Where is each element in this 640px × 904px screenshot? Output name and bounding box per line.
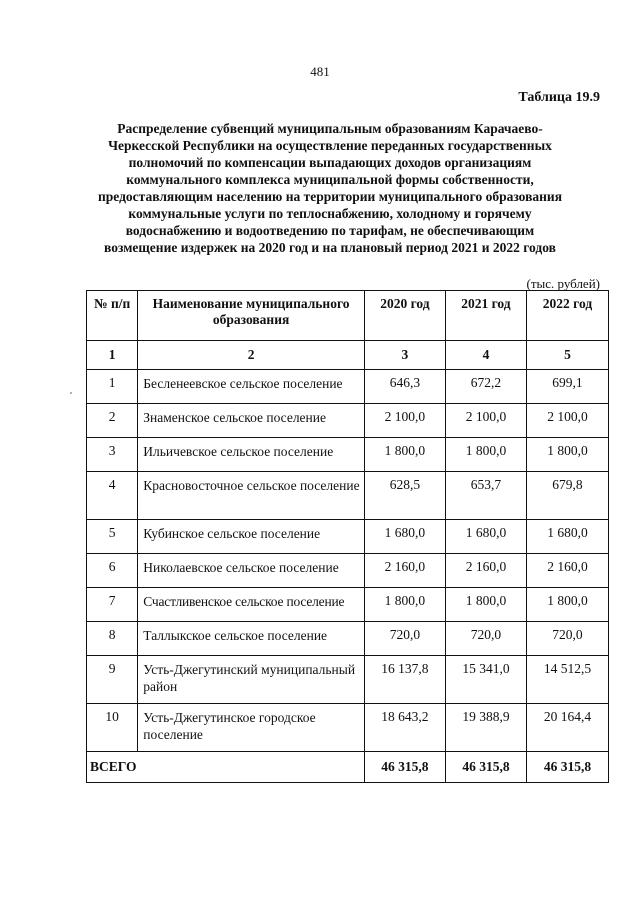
scan-speck: [70, 392, 72, 394]
subventions-table: [86, 290, 609, 783]
table-row: [87, 588, 609, 622]
table-row: [87, 472, 609, 520]
table-row: [87, 520, 609, 554]
row-value-2022: 2 160,0: [526, 554, 608, 588]
index-cell: 5: [526, 341, 608, 370]
total-label: ВСЕГО: [87, 752, 365, 783]
table-row: [87, 404, 609, 438]
row-value-2022: 20 164,4: [526, 704, 608, 752]
row-number: 4: [87, 472, 138, 520]
table-row: [87, 622, 609, 656]
table-row: [87, 370, 609, 404]
row-name: Усть-Джегутинский муниципальный район: [138, 656, 365, 704]
row-name: Бесленеевское сельское поселение: [138, 370, 365, 404]
header-number: № п/п: [87, 291, 138, 341]
row-value-2020: 646,3: [364, 370, 445, 404]
table-header-row: [87, 291, 609, 341]
row-value-2022: 1 800,0: [526, 588, 608, 622]
title-line: возмещение издержек на 2020 год и на плановый период 2021 и 2022 годов: [104, 240, 556, 255]
header-2022: 2022 год: [526, 291, 608, 341]
row-value-2021: 1 800,0: [445, 438, 526, 472]
title-line: водоснабжению и водоотведению по тарифам, не обеспечивающим: [125, 223, 535, 238]
row-number: 1: [87, 370, 138, 404]
row-name: Таллыкское сельское поселение: [138, 622, 365, 656]
row-value-2020: 16 137,8: [364, 656, 445, 704]
document-title: [80, 120, 580, 256]
title-line: коммунальные услуги по теплоснабжению, холодному и горячему: [128, 206, 532, 221]
row-value-2020: 18 643,2: [364, 704, 445, 752]
row-value-2021: 19 388,9: [445, 704, 526, 752]
row-number: 6: [87, 554, 138, 588]
row-value-2022: 720,0: [526, 622, 608, 656]
row-value-2020: 720,0: [364, 622, 445, 656]
row-value-2021: 672,2: [445, 370, 526, 404]
row-value-2020: 628,5: [364, 472, 445, 520]
row-value-2021: 1 800,0: [445, 588, 526, 622]
title-line: Распределение субвенций муниципальным образованиям Карачаево-: [117, 121, 543, 136]
header-2020: 2020 год: [364, 291, 445, 341]
row-number: 10: [87, 704, 138, 752]
row-value-2022: 14 512,5: [526, 656, 608, 704]
row-number: 9: [87, 656, 138, 704]
header-2021: 2021 год: [445, 291, 526, 341]
units-label: (тыс. рублей): [526, 276, 600, 291]
header-name: Наименование муниципального образования: [138, 291, 365, 341]
title-line: полномочий по компенсации выпадающих доходов организациям: [128, 155, 532, 170]
row-value-2021: 653,7: [445, 472, 526, 520]
total-value-2020: 46 315,8: [364, 752, 445, 783]
row-number: 3: [87, 438, 138, 472]
row-name: Красновосточное сельское поселение: [138, 472, 365, 520]
row-value-2022: 1 800,0: [526, 438, 608, 472]
row-name: Счастливенское сельское поселение: [138, 588, 365, 622]
row-value-2020: 1 800,0: [364, 438, 445, 472]
row-value-2021: 720,0: [445, 622, 526, 656]
total-row: [87, 752, 609, 783]
title-line: предоставляющим населению на территории муниципального образования: [97, 189, 562, 204]
row-number: 2: [87, 404, 138, 438]
total-value-2021: 46 315,8: [445, 752, 526, 783]
total-value-2022: 46 315,8: [526, 752, 608, 783]
row-value-2022: 2 100,0: [526, 404, 608, 438]
row-name: Николаевское сельское поселение: [138, 554, 365, 588]
row-number: 5: [87, 520, 138, 554]
row-value-2022: 679,8: [526, 472, 608, 520]
row-value-2021: 15 341,0: [445, 656, 526, 704]
index-cell: 2: [138, 341, 365, 370]
row-value-2020: 2 100,0: [364, 404, 445, 438]
row-name: Ильичевское сельское поселение: [138, 438, 365, 472]
table-label: Таблица 19.9: [518, 90, 600, 105]
title-line: коммунального комплекса муниципальной формы собственности,: [126, 172, 534, 187]
table-row: [87, 704, 609, 752]
row-value-2020: 2 160,0: [364, 554, 445, 588]
row-name: Усть-Джегутинское городское поселение: [138, 704, 365, 752]
index-cell: 3: [364, 341, 445, 370]
row-name: Знаменское сельское поселение: [138, 404, 365, 438]
page-number: 481: [310, 64, 330, 79]
row-value-2021: 1 680,0: [445, 520, 526, 554]
index-cell: 1: [87, 341, 138, 370]
row-value-2022: 699,1: [526, 370, 608, 404]
column-index-row: [87, 341, 609, 370]
row-value-2022: 1 680,0: [526, 520, 608, 554]
table-row: [87, 554, 609, 588]
table-row: [87, 438, 609, 472]
row-name: Кубинское сельское поселение: [138, 520, 365, 554]
row-value-2021: 2 100,0: [445, 404, 526, 438]
title-line: Черкесской Республики на осуществление переданных государственных: [108, 138, 552, 153]
row-value-2020: 1 680,0: [364, 520, 445, 554]
row-number: 7: [87, 588, 138, 622]
row-value-2020: 1 800,0: [364, 588, 445, 622]
row-number: 8: [87, 622, 138, 656]
table-row: [87, 656, 609, 704]
row-value-2021: 2 160,0: [445, 554, 526, 588]
index-cell: 4: [445, 341, 526, 370]
